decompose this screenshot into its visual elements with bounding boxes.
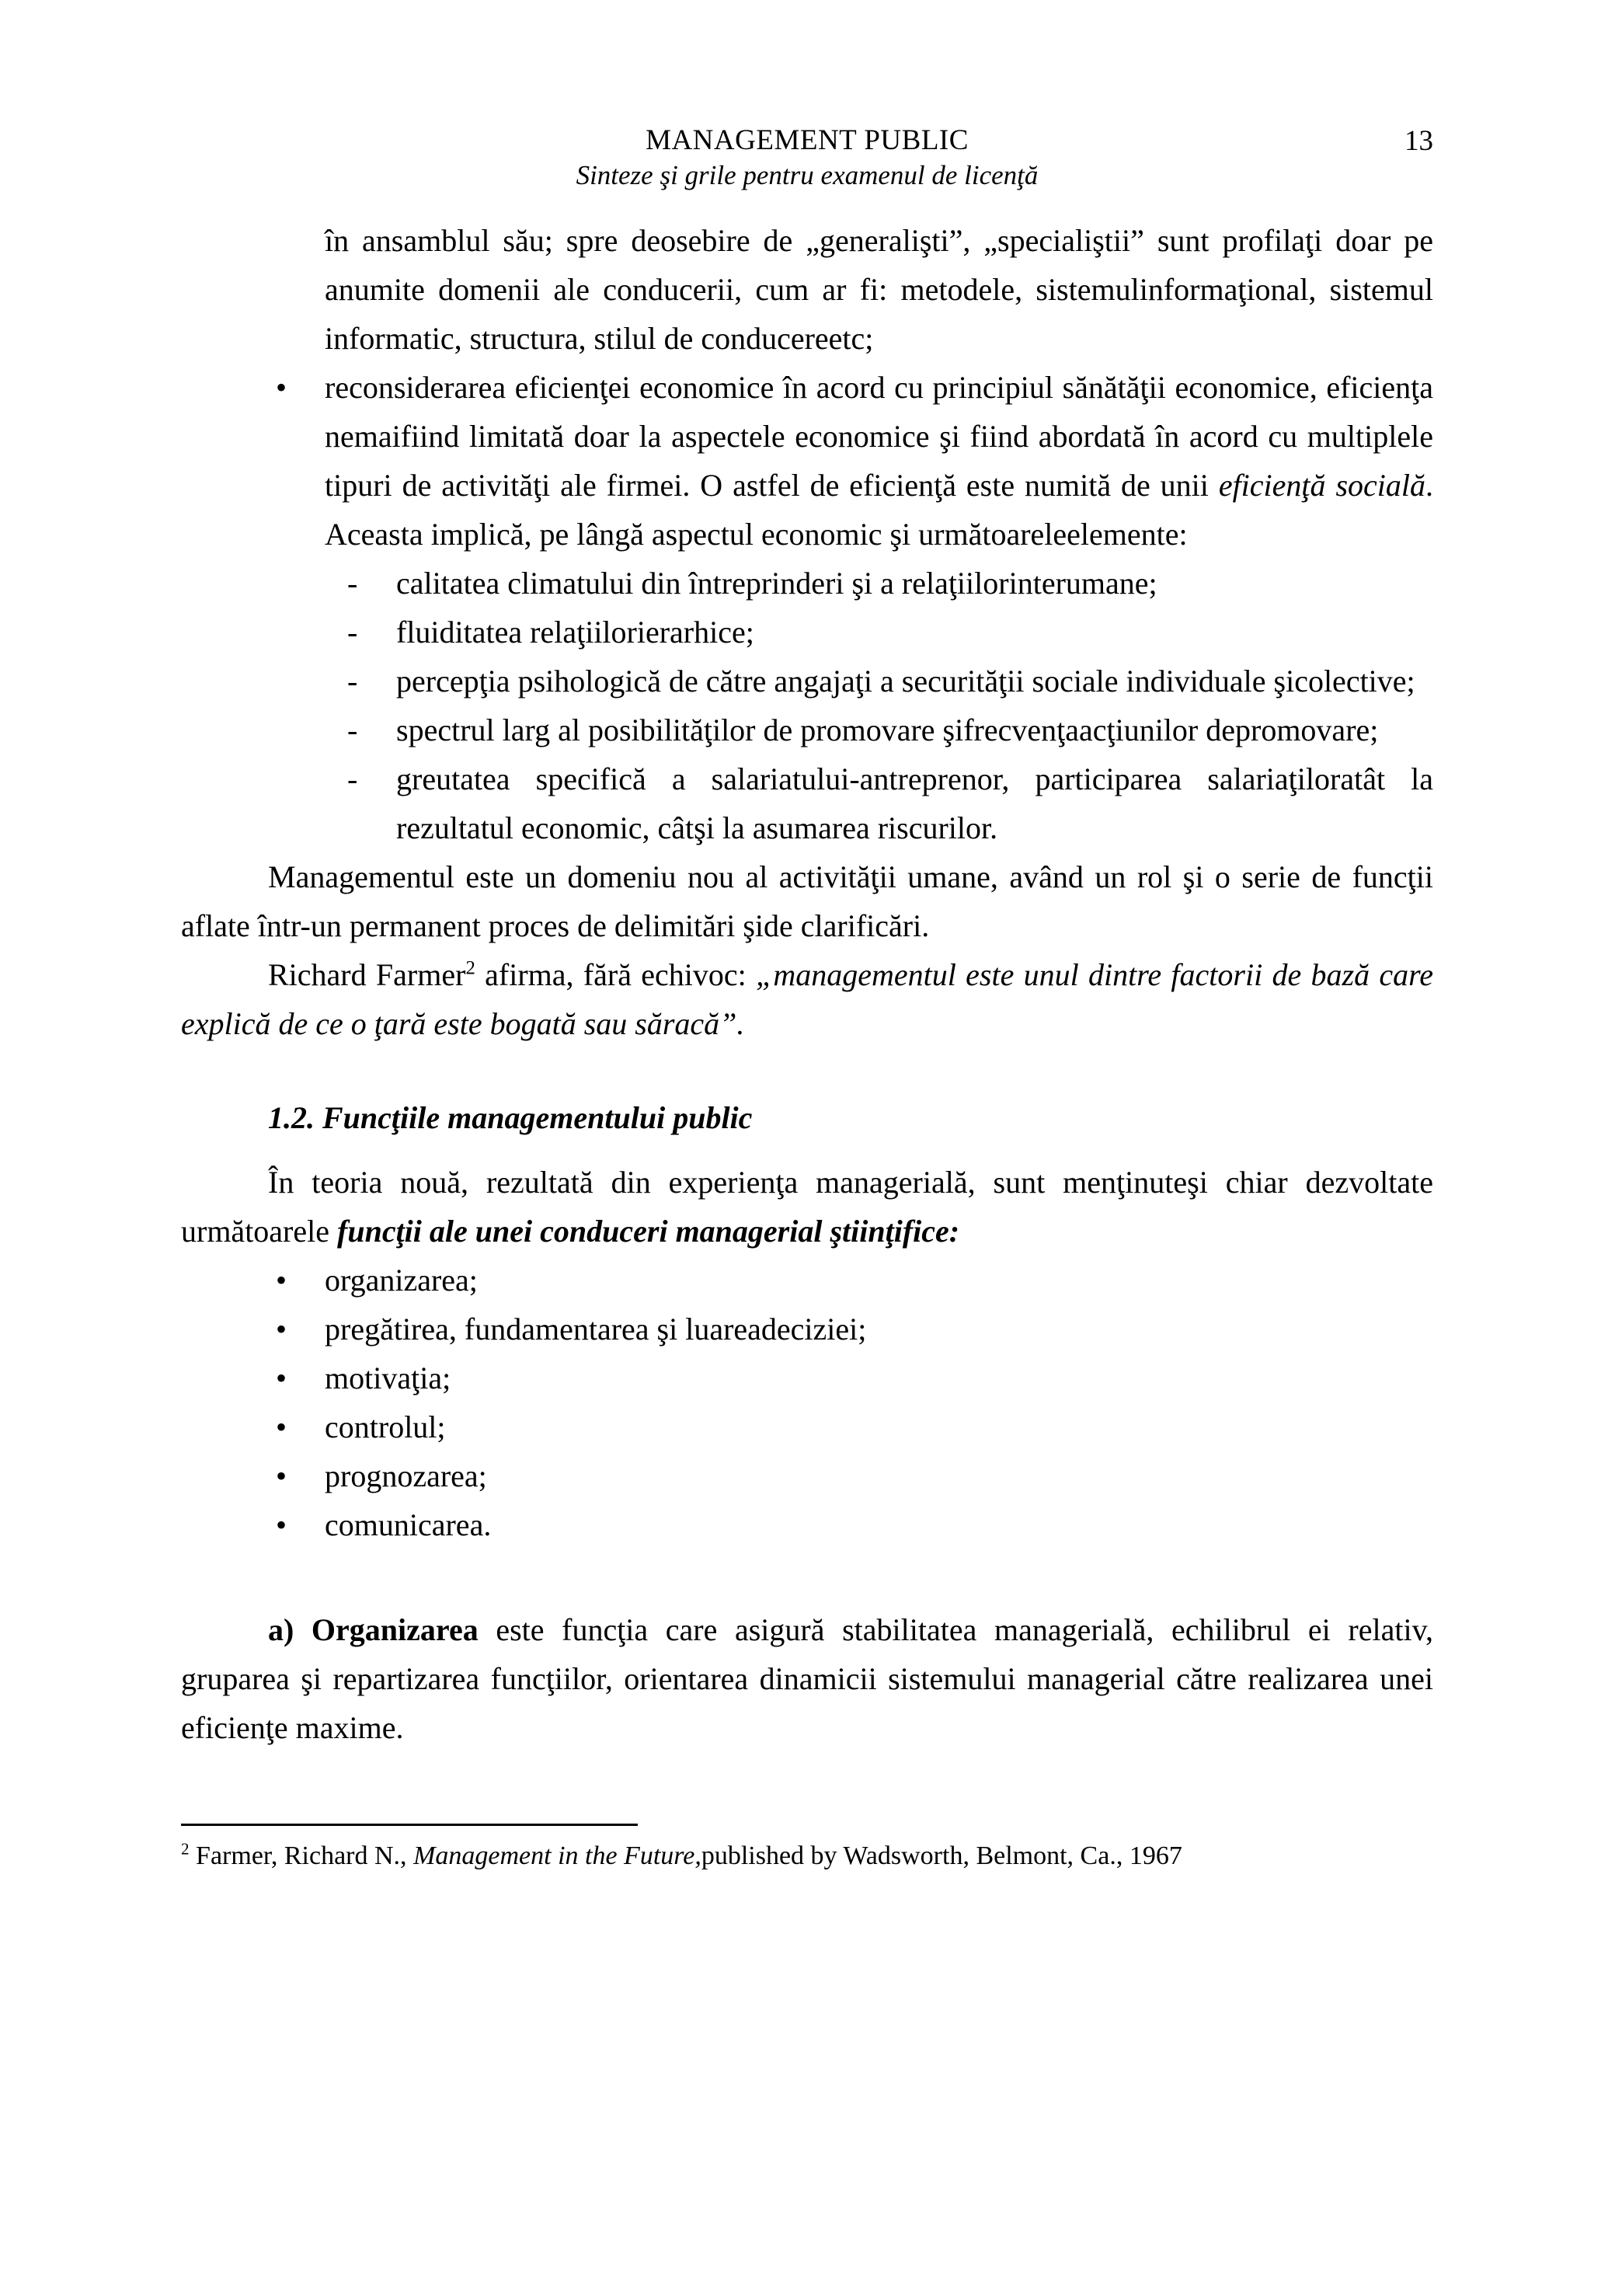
paragraph-organizarea xyxy=(181,1605,1433,1752)
dash-item-text: spectrul larg al posibilităţilor de promovare şifrecvenţaacţiunilor depromovare; xyxy=(396,712,1379,747)
function-item-text: motivaţia; xyxy=(325,1361,451,1395)
dash-item-text: calitatea climatului din întreprinderi şi a relaţiilorinterumane; xyxy=(396,566,1157,601)
bullet-item-function xyxy=(181,1402,1433,1451)
page-header xyxy=(181,123,1433,193)
section-heading-1-2: 1.2. Funcţiile managementului public xyxy=(268,1100,753,1135)
organizarea-text: este funcţia care asigură stabilitatea managerială, echilibrul ei relativ, gruparea şi repartizarea funcţiilor, orientarea dinamicii sistemului managerial către realizarea unei eficienţe maxime. xyxy=(181,1612,1433,1745)
farmer-quote: „managementul este unul dintre factorii de bază care explică de ce o ţară este bogată sau săracă”. xyxy=(181,957,1433,1041)
bullet-item-function xyxy=(181,1451,1433,1500)
dash-marker: - xyxy=(347,712,358,747)
footnote-area xyxy=(181,1824,1433,1874)
bullet-item-function xyxy=(181,1500,1433,1549)
paragraph-management: Managementul este un domeniu nou al activităţii umane, având un rol şi o serie de funcţii aflate într-un permanent proces de delimitări şide clarificări. xyxy=(181,859,1433,943)
paragraph-teoria xyxy=(181,1158,1433,1256)
footnote-reference: 2 xyxy=(465,957,475,979)
function-item-text: pregătirea, fundamentarea şi luareadeciziei; xyxy=(325,1312,867,1347)
bullet-marker: • xyxy=(276,1507,287,1542)
dash-item-text: fluiditatea relaţiilorierarhice; xyxy=(396,615,754,650)
dash-item-text: percepţia psihologică de către angajaţi a securităţii sociale individuale şicolective; xyxy=(396,664,1415,699)
dash-item xyxy=(181,754,1433,852)
function-item-text: organizarea; xyxy=(325,1263,478,1298)
bullet-item-function xyxy=(181,1354,1433,1402)
footnote-text-post: published by Wadsworth, Belmont, Ca., 1967 xyxy=(701,1841,1182,1870)
paragraph-continuation: în ansamblul său; spre deosebire de „generalişti”, „specialiştii” sunt profilaţi doar pe anumite domenii ale conducerii, cum ar fi: metodele, sistemulinformaţional, sistemul informatic, structura, stilul de conducereetc; xyxy=(325,223,1433,356)
footnote-marker: 2 xyxy=(181,1839,190,1859)
dash-item xyxy=(181,657,1433,706)
page-title: MANAGEMENT PUBLIC xyxy=(646,124,969,156)
page-content xyxy=(181,216,1433,1874)
footnote-divider xyxy=(181,1824,638,1826)
dash-marker: - xyxy=(347,761,358,796)
farmer-text: Richard Farmer xyxy=(268,957,466,992)
teoria-text: În teoria nouă, rezultată din experienţa managerială, sunt menţinuteşi chiar dezvoltate următoarele xyxy=(181,1165,1433,1249)
bullet-marker: • xyxy=(276,1312,287,1347)
footnote-book-title: Management in the Future, xyxy=(413,1841,701,1870)
bullet-marker: • xyxy=(276,1409,287,1444)
footnote xyxy=(181,1838,1433,1874)
bullet-marker: • xyxy=(276,1263,287,1298)
dash-item-text: greutatea specifică a salariatului-antreprenor, participarea salariaţiloratât la rezultatul economic, câtşi la asumarea riscurilor. xyxy=(396,761,1433,845)
bullet-marker: • xyxy=(276,1458,287,1493)
dash-item xyxy=(181,608,1433,657)
organizarea-lead: a) Organizarea xyxy=(268,1612,479,1647)
footnote-text: Farmer, Richard N., xyxy=(189,1841,414,1870)
function-item-text: controlul; xyxy=(325,1409,446,1444)
page-subtitle: Sinteze şi grile pentru examenul de licenţă xyxy=(576,160,1039,190)
bullet-item-function xyxy=(181,1256,1433,1305)
function-item-text: comunicarea. xyxy=(325,1507,492,1542)
bullet-marker: • xyxy=(276,1361,287,1395)
bullet-marker: • xyxy=(276,370,287,405)
paragraph-farmer xyxy=(181,950,1433,1048)
dash-item xyxy=(181,706,1433,754)
dash-marker: - xyxy=(347,664,358,699)
page-number: 13 xyxy=(1404,125,1433,157)
bullet-text-post: . Aceasta implică, pe lângă aspectul economic şi următoareleelemente: xyxy=(325,468,1433,552)
bullet-text-italic: eficienţă socială xyxy=(1218,468,1425,503)
bullet-text: reconsiderarea eficienţei economice în acord cu principiul sănătăţii economice, eficienţa nemaifiind limitată doar la aspectele economice şi fiind abordată în acord cu multiplele tipuri de activităţi ale firmei. O astfel de eficienţă este numită de unii xyxy=(325,370,1433,503)
dash-item xyxy=(181,559,1433,608)
bullet-item-reconsiderarea xyxy=(181,363,1433,559)
function-item-text: prognozarea; xyxy=(325,1458,487,1493)
dash-marker: - xyxy=(347,615,358,650)
teoria-emphasis: funcţii ale unei conduceri managerial ştiinţifice: xyxy=(337,1214,960,1249)
farmer-text-mid: afirma, fără echivoc: xyxy=(475,957,757,992)
bullet-item-function xyxy=(181,1305,1433,1354)
dash-marker: - xyxy=(347,566,358,601)
